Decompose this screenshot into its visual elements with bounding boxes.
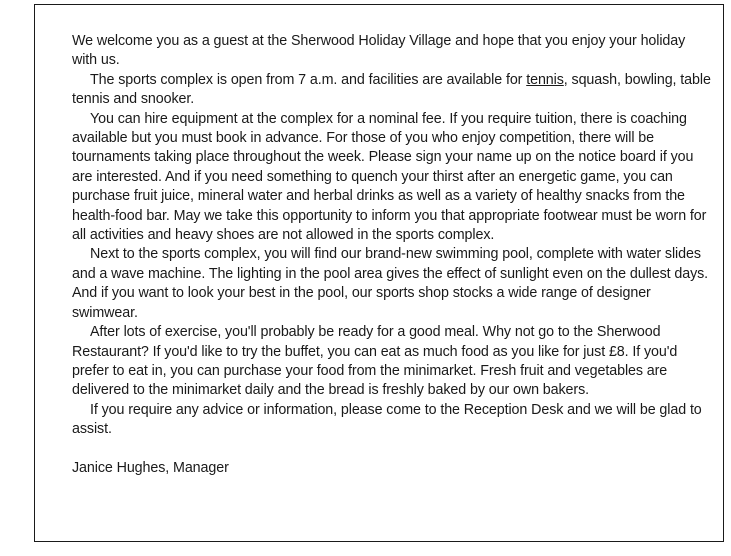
paragraph-reception: If you require any advice or information, please come to the Reception Desk and we will be glad to assist. (72, 401, 702, 438)
paragraph-equipment: You can hire equipment at the complex for a nominal fee. If you require tuition, there is coaching available but you must book in advance. For those of you who enjoy competition, there will be tournaments taking place throughout the week. Please sign your name up on the notice board if you are interested. And if you need something to quench your thirst after an energetic game, you can purchase fruit juice, mineral water and herbal drinks as well as a variety of healthy snacks from the health-food bar. May we take this opportunity to inform you that appropriate footwear must be worn for all activities and heavy shoes are not allowed in the sports complex. (72, 110, 707, 244)
paragraph-swimming-pool: Next to the sports complex, you will find our brand-new swimming pool, complete with water slides and a wave machine. The lighting in the pool area gives the effect of sunlight even on the dullest days. And if you want to look your best in the pool, our sports shop stocks a wide range of designer swimwear. (72, 246, 709, 321)
letter-body (72, 32, 712, 478)
sports-text-before: The sports complex is open from 7 a.m. and facilities are available for (90, 71, 527, 88)
underlined-word-tennis: tennis (526, 71, 564, 88)
paragraph-restaurant: After lots of exercise, you'll probably be ready for a good meal. Why not go to the Sherwood Restaurant? If you'd like to try the buffet, you can eat as much food as you like for just £8. If you'd prefer to eat in, you can purchase your food from the minimarket. Fresh fruit and vegetables are delivered to the minimarket daily and the bread is freshly baked by our own bakers. (72, 324, 678, 399)
signature: Janice Hughes, Manager (72, 459, 229, 476)
paragraph-welcome: We welcome you as a guest at the Sherwood Holiday Village and hope that you enjoy your holiday with us. (72, 33, 686, 69)
paragraph-sports-complex (72, 71, 712, 110)
sports-text-after: , squash, bowling, table tennis and snooker. (72, 71, 711, 108)
